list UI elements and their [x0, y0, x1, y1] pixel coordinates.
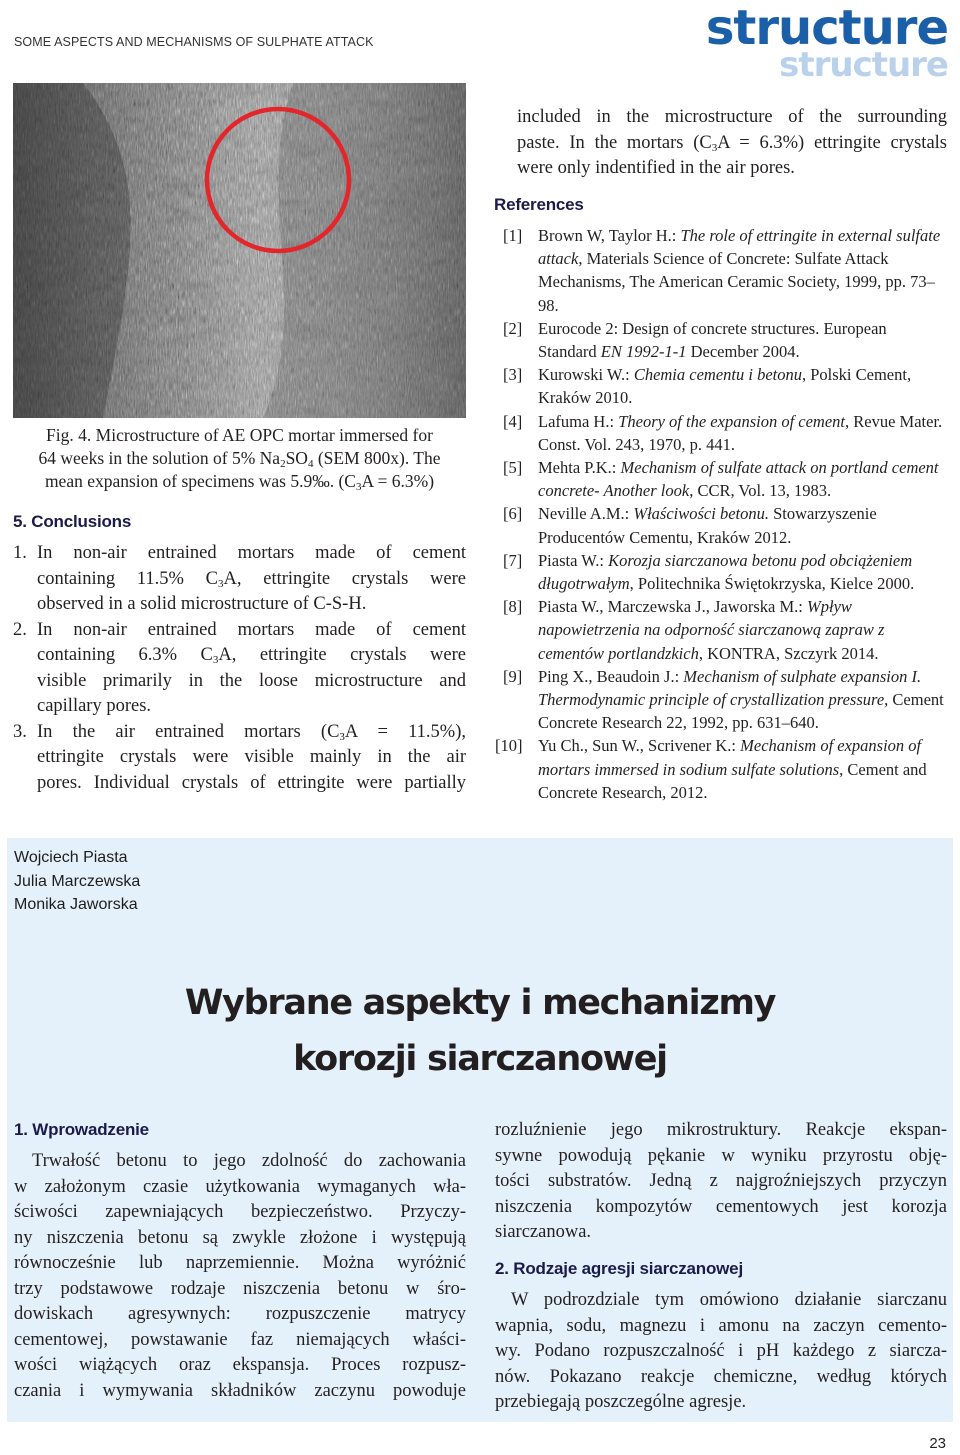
text-line: tości substratów. Jedną z najgroźniejszych przyczyn [495, 1171, 947, 1191]
title-line: Wybrane aspekty i mechanizmy [184, 983, 776, 1023]
reference-number: [9] [503, 666, 523, 686]
author-name: Monika Jaworska [14, 896, 138, 913]
text-line: included in the microstructure of the surrounding [517, 107, 947, 127]
references-list [495, 224, 947, 804]
text: A = 11.5%), [344, 721, 466, 742]
reference-rest: , Cement Concrete Research 22, 1992, pp. 631–640. [538, 690, 944, 733]
reference-item [503, 410, 947, 456]
reference-number: [5] [503, 458, 523, 478]
text-line: W podrozdziale tym omówiono działanie siarczanu [511, 1290, 947, 1310]
reference-item [503, 595, 947, 665]
text-line: cementowej, powstawanie faz niemających właści- [14, 1329, 466, 1350]
caption-line-3 [13, 470, 466, 493]
reference-rest: , Politechnika Świętokrzyska, Kielce 2000. [629, 574, 915, 594]
logo-shadow-text: structure [779, 45, 948, 85]
caption-text: (SEM 800x). The [313, 448, 441, 468]
reference-title: Mechanism of sulphate expansion I. Thermodynamic principle of crystallization pressure [538, 666, 922, 710]
reference-title: EN 1992-1-1 [600, 342, 687, 362]
conclusions-list [13, 541, 466, 796]
subscript: 3 [339, 730, 345, 743]
reference-author: Lafuma H.: [538, 411, 619, 431]
reference-number: [1] [503, 226, 523, 245]
reference-number: [6] [503, 504, 523, 524]
text-line: observed in a solid microstructure of C-S-H. [37, 594, 367, 614]
reference-author: Eurocode 2: Design of concrete structures. European Standard [538, 318, 887, 362]
conclusion-continuation [517, 105, 947, 182]
text-line: przebiegają poszczególne agresje. [495, 1392, 747, 1412]
reference-rest: , CCR, Vol. 13, 1983. [689, 481, 832, 501]
reference-author: Piasta W., Marczewska J., Jaworska M.: [538, 597, 807, 617]
caption-line-1: Fig. 4. Microstructure of AE OPC mortar immersed for [46, 425, 433, 445]
text: In the air entrained mortars (C [37, 721, 340, 742]
text: A, ettringite crystals were [223, 568, 466, 589]
text-line [37, 720, 466, 746]
reference-item [503, 363, 947, 409]
text-line: wapnia, sodu, magnezu i amonu na zaczyn cemento- [495, 1315, 947, 1336]
reference-title: Wpływ napowietrzenia na odporność siarczanową zapraw z cementów portlandzkich [538, 597, 885, 663]
reference-number: [2] [503, 318, 523, 338]
text-line: ściwości zapewniających bezpieczeństwo. Przyczy- [14, 1202, 466, 1222]
text-line: w założonym czasie użytkowania wymaganych wła- [14, 1176, 466, 1197]
structure-logo [688, 0, 948, 86]
text-line: pores. Individual crystals of ettringite were partially [37, 772, 466, 793]
logo-main-text: structure [705, 0, 948, 56]
reference-rest: Stowarzyszenie Producentów Cementu, Kraków 2012. [538, 504, 877, 547]
reference-author: Kurowski W.: [538, 365, 634, 385]
reference-rest: , Cement and Concrete Research, 2012. [538, 759, 927, 802]
item-number: 2. [13, 619, 27, 640]
text: A = 6.3%) ettringite crystals [717, 132, 947, 153]
text-line: capillary pores. [37, 696, 152, 716]
reference-title: Właściwości betonu. [633, 504, 769, 524]
reference-title: Mechanism of sulfate attack on portland cement concrete- Another look [538, 458, 939, 501]
text-line [37, 643, 466, 669]
introduction-text [14, 1149, 466, 1404]
page-number: 23 [929, 1435, 946, 1452]
reference-author: Ping X., Beaudoin J.: [538, 666, 684, 686]
title-line: korozji siarczanowej [293, 1039, 667, 1079]
item-number: 3. [13, 721, 27, 742]
reference-rest: December 2004. [686, 342, 800, 362]
text-line: wy. Podano rozpuszczalność i pH każdego z siarcza- [495, 1341, 947, 1361]
text-line: ettringite crystals were visible mainly in the air [37, 747, 466, 767]
text-line: siarczanowa. [495, 1222, 592, 1242]
subscript: 3 [711, 141, 718, 154]
text-line: czania i wymywania składników zaczynu powoduje [14, 1380, 466, 1401]
conclusions-heading: 5. Conclusions [13, 512, 132, 531]
reference-title: The role of ettringite in external sulfate attack [538, 226, 941, 269]
reference-item [503, 665, 947, 735]
sem-micrograph [13, 83, 466, 418]
reference-item [503, 456, 947, 502]
section-2-heading: 2. Rodzaje agresji siarczanowej [495, 1259, 743, 1278]
text-line: rozluźnienie jego mikrostruktury. Reakcje ekspan- [495, 1120, 947, 1140]
reference-author: Brown W, Taylor H.: [538, 226, 681, 245]
text-line: równocześnie lub naprzemiennie. Można wyróżnić [14, 1253, 466, 1273]
reference-number: [8] [503, 597, 523, 617]
reference-title: Mechanism of expansion of mortars immersed in sodium sulfate solutions [538, 736, 922, 779]
text-line: visible primarily in the loose microstructure and [37, 670, 466, 691]
reference-item [495, 734, 947, 804]
figure-caption [13, 424, 466, 493]
reference-number: [7] [503, 550, 523, 570]
introduction-continuation [495, 1118, 947, 1246]
text: A, ettringite crystals were [218, 645, 466, 665]
reference-rest: , Revue Mater. Const. Vol. 243, 1970, p. 441. [538, 411, 943, 454]
caption-subscript: 3 [355, 481, 362, 493]
reference-title: Chemia cementu i betonu [633, 365, 802, 385]
text: containing 6.3% C [37, 645, 213, 665]
text-line: In non-air entrained mortars made of cement [37, 619, 466, 640]
section-2-text [495, 1288, 947, 1416]
references-heading: References [494, 195, 584, 214]
author-name: Julia Marczewska [14, 872, 141, 890]
text: paste. In the mortars (C [517, 132, 712, 153]
subscript: 3 [218, 577, 224, 590]
reference-number: [4] [503, 411, 523, 431]
caption-subscript: 4 [307, 458, 314, 470]
text-line: nów. Pokazano reakcje chemiczne, według których [495, 1366, 947, 1387]
item-number: 1. [13, 543, 27, 563]
author-name: Wojciech Piasta [14, 849, 128, 866]
reference-title: Korozja siarczanowa betonu pod obciążeniem długotrwałym [538, 550, 913, 594]
subscript: 3 [212, 654, 219, 666]
conclusion-item-2 [13, 618, 466, 720]
reference-author: Piasta W.: [538, 550, 609, 570]
conclusion-item-3 [13, 720, 466, 797]
reference-rest: , Materials Science of Concrete: Sulfate Attack Mechanisms, The American Ceramic Society, 1999, pp. 73–98. [538, 249, 935, 315]
caption-text: 64 weeks in the solution of 5% Na [38, 448, 281, 468]
text-line: niszczenia kompozytów cementowych jest korozja [495, 1196, 947, 1217]
caption-line-2 [13, 447, 466, 470]
reference-number: [10] [495, 736, 523, 756]
introduction-heading: 1. Wprowadzenie [14, 1120, 149, 1139]
text-line: dowiskach agresywnych: rozpuszczenie matrycy [14, 1304, 466, 1324]
text-line: were only indentified in the air pores. [517, 158, 795, 178]
text-line: ny niszczenia betonu są zwykle złożone i występują [14, 1227, 466, 1248]
text-line: Trwałość betonu to jego zdolność do zachowania [32, 1151, 466, 1171]
text-line [37, 567, 466, 593]
reference-title: Theory of the expansion of cement [618, 411, 846, 431]
micrograph-image [13, 83, 466, 418]
text-line [517, 131, 947, 157]
reference-author: Mehta P.K.: [538, 458, 621, 478]
reference-author: Yu Ch., Sun W., Scrivener K.: [538, 736, 741, 756]
text-line: wości wiążących oraz ekspansja. Proces rozpusz- [14, 1355, 466, 1375]
running-head: SOME ASPECTS AND MECHANISMS OF SULPHATE ATTACK [14, 35, 374, 49]
caption-text: A = 6.3%) [361, 471, 435, 491]
text-line: In non-air entrained mortars made of cement [37, 543, 466, 563]
text-line: trzy podstawowe rodzaje niszczenia betonu w śro- [14, 1278, 466, 1299]
conclusion-item-1 [13, 541, 466, 618]
reference-rest: , Polski Cement, Kraków 2010. [538, 365, 912, 408]
polish-title [0, 975, 960, 1087]
text-line: sywne powodują pękanie w wyniku przyrostu obję- [495, 1145, 947, 1166]
caption-text: SO [285, 448, 308, 468]
author-list [14, 846, 140, 917]
reference-item [503, 317, 947, 363]
reference-item [503, 549, 947, 595]
reference-author: Neville A.M.: [538, 504, 634, 524]
reference-rest: , KONTRA, Szczyrk 2014. [698, 643, 879, 663]
caption-subscript: 2 [280, 458, 286, 470]
text: containing 11.5% C [37, 568, 219, 589]
reference-item [503, 502, 947, 548]
reference-item [503, 224, 947, 317]
caption-text: mean expansion of specimens was 5.9‰. (C [44, 471, 356, 491]
reference-number: [3] [503, 365, 523, 385]
